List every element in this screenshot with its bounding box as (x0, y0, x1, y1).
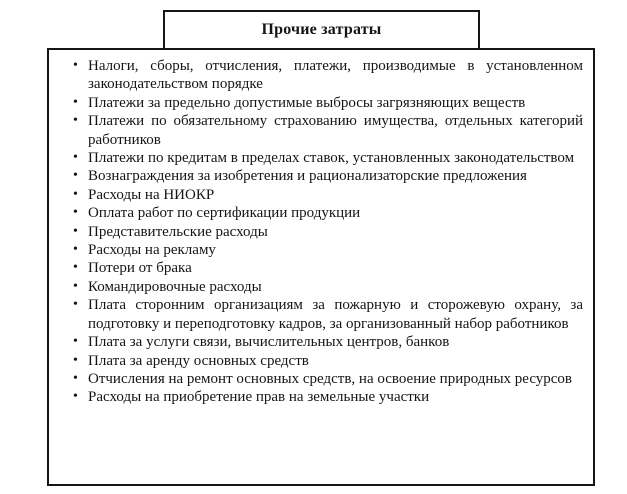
bullet-icon: • (73, 186, 78, 202)
list-item (69, 296, 583, 333)
list-item-text: Платежи за предельно допустимые выбросы загрязняющих веществ (88, 94, 526, 111)
list-item (69, 112, 583, 149)
list-item (69, 352, 583, 370)
costs-list (49, 50, 593, 407)
bullet-icon: • (73, 113, 78, 129)
bullet-icon: • (73, 278, 78, 294)
list-item-text: Платежи по обязательному страхованию имущества, отдельных категорий работников (88, 113, 583, 148)
list-item-text: Платежи по кредитам в пределах ставок, установленных законодательством (88, 150, 575, 167)
list-item (69, 241, 583, 259)
bullet-icon: • (73, 334, 78, 350)
list-item (69, 259, 583, 277)
list-item-text: Командировочные расходы (88, 278, 262, 295)
list-item (69, 333, 583, 351)
list-item (69, 149, 583, 167)
bullet-icon: • (73, 58, 78, 73)
list-item (69, 370, 583, 388)
diagram-title: Прочие затраты (261, 21, 382, 38)
list-item-text: Расходы на НИОКР (88, 186, 215, 203)
bullet-icon: • (73, 94, 78, 110)
bullet-icon: • (73, 242, 78, 258)
bullet-icon: • (73, 168, 78, 184)
list-item (69, 57, 583, 94)
list-item (69, 94, 583, 112)
list-item (69, 278, 583, 296)
list-item-text: Плата за услуги связи, вычислительных центров, банков (88, 334, 450, 351)
list-item (69, 204, 583, 222)
list-item-text: Расходы на приобретение прав на земельные участки (88, 389, 430, 406)
list-item (69, 388, 583, 406)
list-item (69, 167, 583, 185)
list-item-text: Отчисления на ремонт основных средств, на освоение природных ресурсов (88, 370, 573, 387)
bullet-icon: • (73, 223, 78, 239)
bullet-icon: • (73, 205, 78, 221)
list-item (69, 186, 583, 204)
bullet-icon: • (73, 297, 78, 313)
list-item-text: Оплата работ по сертификации продукции (88, 205, 361, 222)
list-item-text: Представительские расходы (88, 223, 268, 240)
list-item (69, 223, 583, 241)
costs-box (47, 48, 595, 486)
list-item-text: Плата за аренду основных средств (88, 352, 309, 369)
bullet-icon: • (73, 352, 78, 368)
title-box (163, 10, 480, 50)
bullet-icon: • (73, 389, 78, 405)
bullet-icon: • (73, 370, 78, 386)
list-item-text: Плата сторонним организациям за пожарную и сторожевую охрану, за подготовку и переподготовку кадров, за организованный набор работников (88, 297, 583, 332)
list-item-text: Вознаграждения за изобретения и рационализаторские предложения (88, 168, 527, 185)
bullet-icon: • (73, 150, 78, 166)
list-item-text: Потери от брака (88, 260, 192, 277)
list-item-text: Налоги, сборы, отчисления, платежи, производимые в установленном законодательством порядке (88, 58, 583, 93)
list-item-text: Расходы на рекламу (88, 242, 216, 259)
bullet-icon: • (73, 260, 78, 276)
